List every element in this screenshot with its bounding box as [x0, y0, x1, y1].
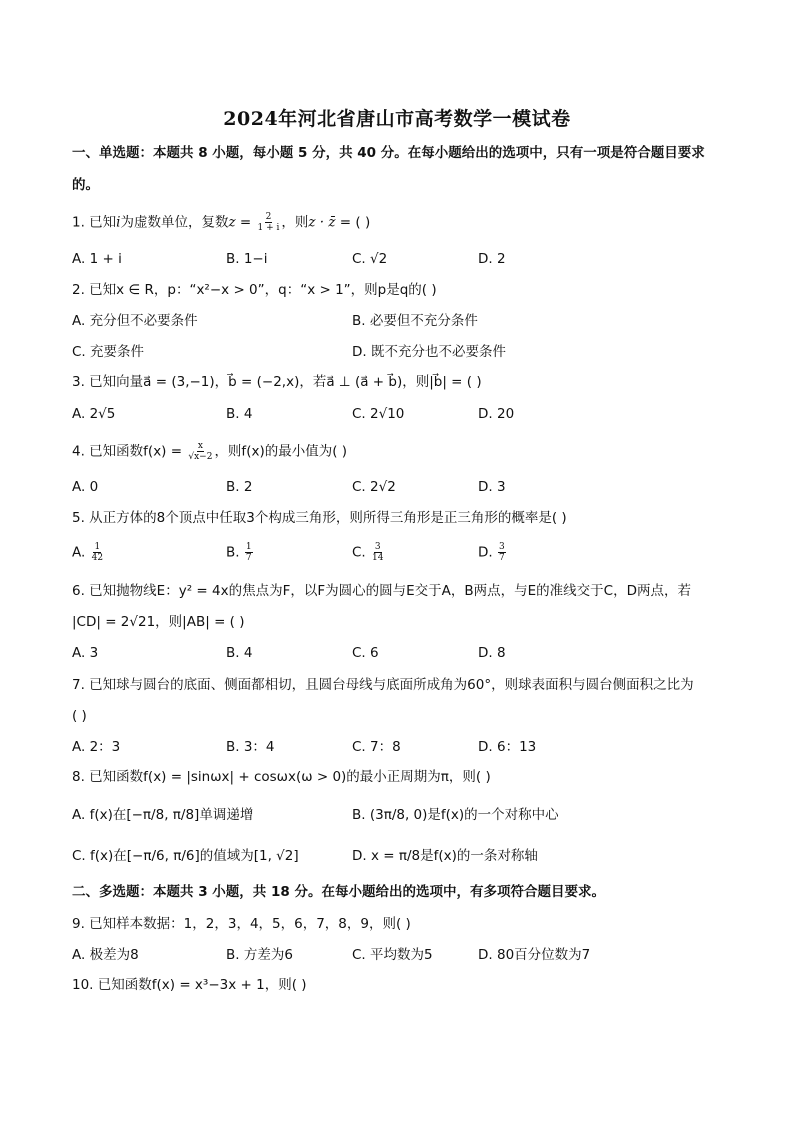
q2-option-c: C. 充要条件 — [72, 344, 145, 360]
q6-option-b: B. 4 — [226, 645, 253, 661]
q6-option-d: D. 8 — [478, 645, 506, 661]
q2-option-a: A. 充分但不必要条件 — [72, 313, 198, 329]
q5-stem: 5. 从正方体的8个顶点中任取3个构成三角形，则所得三角形是正三角形的概率是( ) — [72, 510, 567, 526]
q5-option-d: D. $\frac{3}{7}$ — [478, 542, 505, 563]
q7-stem-cont: ( ) — [72, 708, 87, 724]
q8-option-a: A. f(x)在[−π/8, π/8]单调递增 — [72, 807, 254, 823]
q4-option-a: A. 0 — [72, 479, 99, 495]
q9-option-a: A. 极差为8 — [72, 947, 139, 963]
q9-stem: 9. 已知样本数据：1，2，3，4，5，6，7，8，9，则( ) — [72, 916, 411, 932]
q1-option-a: A. 1 + i — [72, 251, 122, 267]
q1-option-c: C. √2 — [352, 251, 388, 267]
q1-stem: 1. 已知i为虚数单位，复数z = $\frac{2}{1 + i}$ ，则z · z̄ = ( ) — [72, 212, 371, 233]
q9-option-d: D. 80百分位数为7 — [478, 947, 591, 963]
q6-option-a: A. 3 — [72, 645, 99, 661]
q3-option-d: D. 20 — [478, 406, 515, 422]
q3-option-a: A. 2√5 — [72, 406, 116, 422]
exam-title: 2024年河北省唐山市高考数学一模试卷 — [223, 108, 571, 130]
q5-option-a: A. $\frac{1}{42}$ — [72, 542, 104, 563]
q1-fraction: $\frac{2}{1 + i}$ — [257, 212, 280, 233]
q2-option-d: D. 既不充分也不必要条件 — [352, 344, 506, 360]
q7-option-b: B. 3：4 — [226, 739, 275, 755]
q10-stem: 10. 已知函数f(x) = x³−3x + 1，则( ) — [72, 977, 307, 993]
q4-option-b: B. 2 — [226, 479, 253, 495]
q6-stem-cont: |CD| = 2√21，则|AB| = ( ) — [72, 614, 245, 630]
q4-option-c: C. 2√2 — [352, 479, 396, 495]
section1-heading-cont: 的。 — [72, 177, 99, 193]
q3-stem: 3. 已知向量a⃗ = (3,−1)，b⃗ = (−2,x)，若a⃗ ⊥ (a⃗ + b⃗)，则|b⃗| = ( ) — [72, 374, 482, 390]
q7-stem: 7. 已知球与圆台的底面、侧面都相切，且圆台母线与底面所成角为60°，则球表面积与圆台侧面积之比为 — [72, 677, 694, 693]
q7-option-a: A. 2：3 — [72, 739, 121, 755]
q4-option-d: D. 3 — [478, 479, 506, 495]
q7-option-c: C. 7：8 — [352, 739, 401, 755]
q8-stem: 8. 已知函数f(x) = |sinωx| + cosωx(ω > 0)的最小正周期为π，则( ) — [72, 769, 491, 785]
q5-option-b: B. $\frac{1}{7}$ — [226, 542, 252, 563]
section1-heading: 一、单选题：本题共 8 小题，每小题 5 分，共 40 分。在每小题给出的选项中，只有一项是符合题目要求 — [72, 145, 705, 161]
q9-option-b: B. 方差为6 — [226, 947, 293, 963]
q6-option-c: C. 6 — [352, 645, 379, 661]
q5-option-c: C. $\frac{3}{14}$ — [352, 542, 384, 563]
q6-stem: 6. 已知抛物线E：y² = 4x的焦点为F，以F为圆心的圆与E交于A，B两点，与E的准线交于C，D两点，若 — [72, 583, 691, 599]
q2-stem: 2. 已知x ∈ R，p：“x²−x > 0”，q：“x > 1”，则p是q的( ) — [72, 282, 437, 298]
q4-stem: 4. 已知函数f(x) = $\frac{x}{√x-2}$ ，则f(x)的最小值为( ) — [72, 441, 348, 462]
q2-option-b: B. 必要但不充分条件 — [352, 313, 478, 329]
q3-option-b: B. 4 — [226, 406, 253, 422]
q1-option-d: D. 2 — [478, 251, 506, 267]
section2-heading: 二、多选题：本题共 3 小题，共 18 分。在每小题给出的选项中，有多项符合题目要求。 — [72, 884, 605, 900]
q9-option-c: C. 平均数为5 — [352, 947, 433, 963]
q8-option-c: C. f(x)在[−π/6, π/6]的值域为[1, √2] — [72, 848, 299, 864]
q4-fraction: $\frac{x}{√x-2}$ — [188, 441, 213, 462]
q7-option-d: D. 6：13 — [478, 739, 537, 755]
q3-option-c: C. 2√10 — [352, 406, 405, 422]
q1-option-b: B. 1−i — [226, 251, 268, 267]
q8-option-d: D. x = π/8是f(x)的一条对称轴 — [352, 848, 538, 864]
q8-option-b: B. (3π/8, 0)是f(x)的一个对称中心 — [352, 807, 559, 823]
